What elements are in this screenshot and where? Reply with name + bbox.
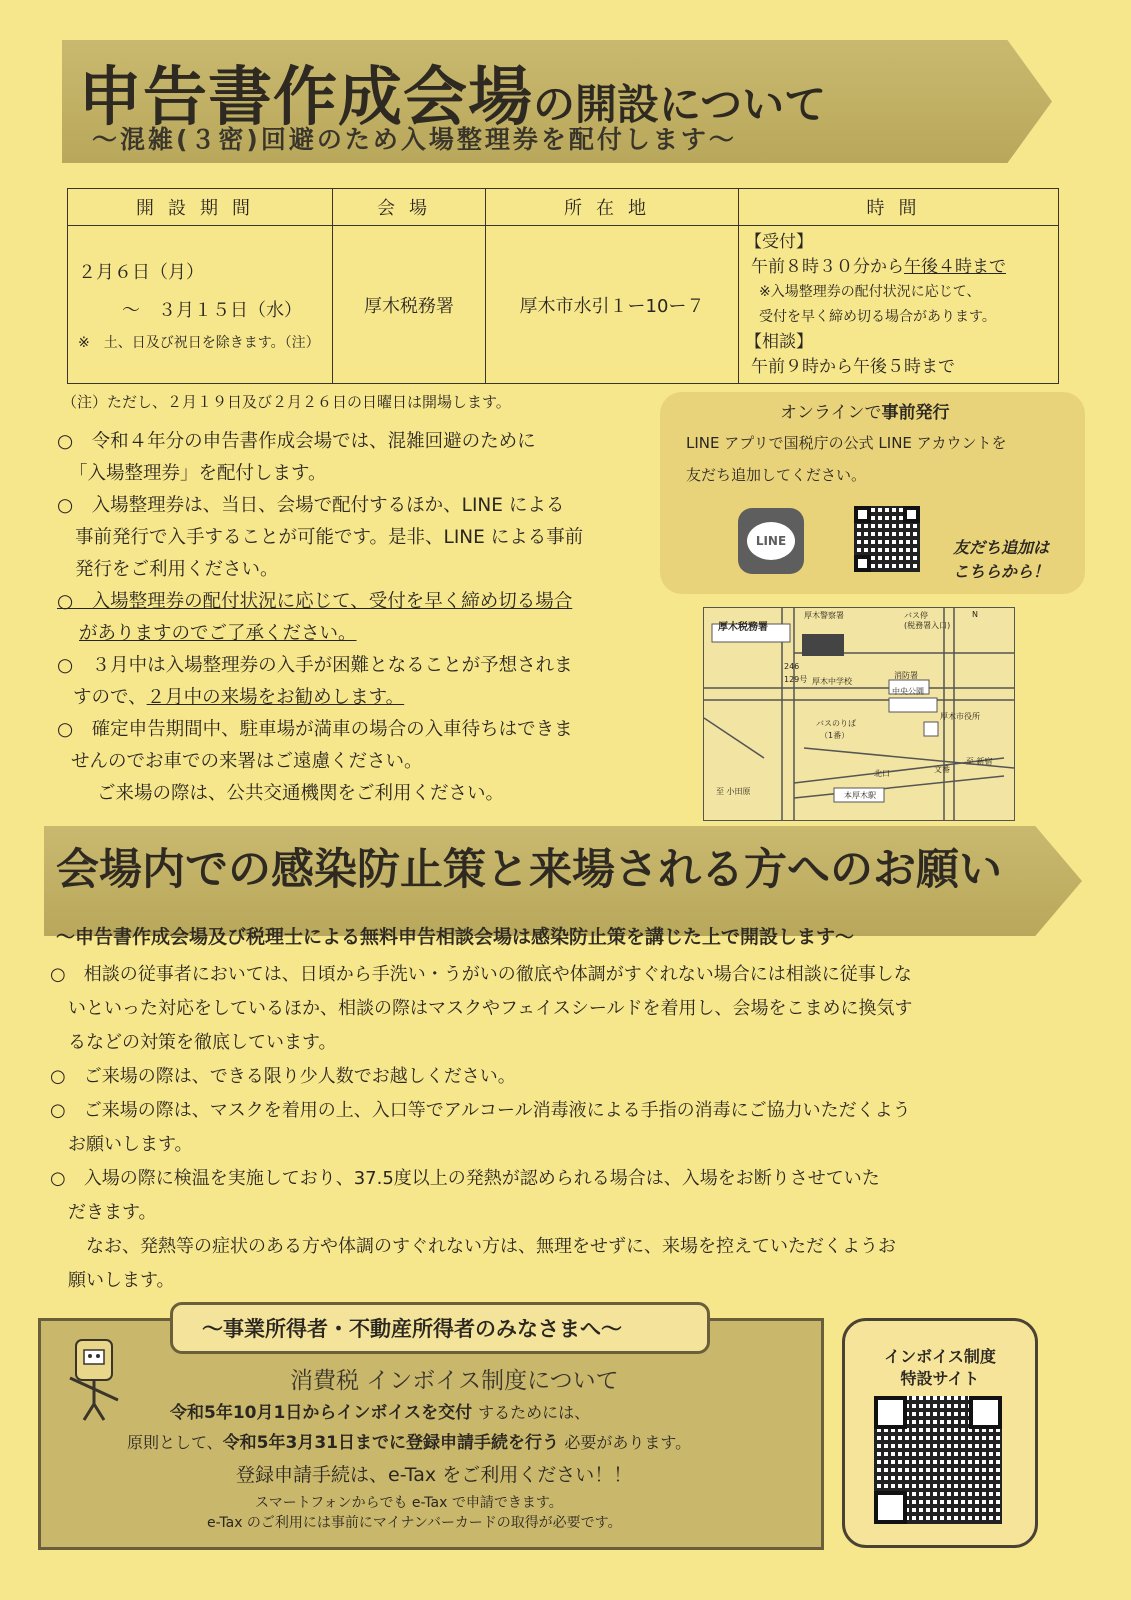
infection-title: 会場内での感染防止策と来場される方へのお願い	[56, 845, 1002, 895]
mascot-icon	[58, 1334, 138, 1424]
bullet-3-line-1: ○ 入場整理券の配付状況に応じて、受付を早く締め切る場合	[57, 591, 573, 612]
line-cta	[953, 536, 1049, 584]
line-box-text-1: LINE アプリで国税庁の公式 LINE アカウントを	[686, 434, 1007, 452]
bullet-4-line-1: ○ ３月中は入場整理券の入手が困難となることが予想されま	[57, 655, 573, 676]
invoice-line-5: e-Tax のご利用には事前にマイナンバーカードの取得が必要です。	[207, 1515, 622, 1531]
invoice-line-1b: するためには、	[478, 1403, 591, 1422]
venue-cell: 厚木税務署	[333, 226, 486, 384]
invoice-header: 〜事業所得者・不動産所得者のみなさまへ〜	[202, 1317, 622, 1341]
line-logo-bubble	[747, 522, 795, 560]
bullet-1	[57, 426, 536, 490]
period-end: 〜 ３月１５日（水）	[122, 299, 302, 321]
reception-end: 午後４時まで	[904, 256, 1006, 277]
map-label-to-shinjuku: 至 新宿	[966, 757, 993, 766]
infection-subtitle: 〜申告書作成会場及び税理士による無料申告相談会場は感染防止策を講じた上で開設します〜	[56, 926, 855, 948]
header-address: 所在地	[486, 189, 739, 226]
reception-note-1: ※入場整理券の配付状況に応じて、	[759, 283, 981, 300]
reception-note-2: 受付を早く締め切る場合があります。	[759, 308, 996, 325]
infection-bullets	[50, 958, 913, 1298]
special-site-title-2: 特設サイト	[900, 1369, 980, 1388]
schedule-note: （注）ただし、２月１９日及び２月２６日の日曜日は開場します。	[62, 393, 511, 411]
header-time: 時間	[739, 189, 1059, 226]
line-logo-text: LINE	[755, 534, 787, 548]
line-box-text-2: 友だち追加してください。	[686, 466, 867, 484]
tax-office-building	[802, 634, 844, 656]
invoice-line-2c: 必要があります。	[564, 1433, 692, 1452]
infection-line-3: るなどの対策を徹底しています。	[50, 1032, 337, 1053]
invoice-line-3: 登録申請手続は、e-Tax をご利用ください！！	[236, 1464, 633, 1486]
bullet-3	[57, 586, 572, 650]
line-box-title-b: 事前発行	[881, 403, 950, 423]
header-venue: 会場	[333, 189, 486, 226]
line-box-title	[780, 398, 950, 423]
special-site-title-1: インボイス制度	[884, 1347, 996, 1366]
map-label-station: 本厚木駅	[844, 791, 876, 800]
title-large: 申告書作成会場	[78, 61, 533, 135]
period-start: ２月６日（月）	[78, 261, 204, 283]
map-label-bus-terminal-no: （1番）	[820, 731, 850, 740]
invoice-line-1	[170, 1398, 590, 1423]
bullet-2	[57, 490, 583, 586]
map-label-route-246: 246	[784, 662, 800, 671]
invoice-line-2a: 原則として、	[127, 1433, 223, 1452]
bullet-2-line-2: 事前発行で入手することが可能です。是非、LINE による事前	[75, 527, 584, 548]
table-header-row	[68, 189, 1059, 226]
special-site-qr-code[interactable]	[874, 1396, 1002, 1524]
bullet-4-line-2	[57, 682, 573, 714]
map-label-bus-stop-name: (税務署入口)	[904, 621, 951, 630]
infection-line-4: ○ ご来場の際は、できる限り少人数でお越しください。	[50, 1066, 516, 1087]
bullet-4-line-2a: すので、	[73, 687, 147, 708]
bullet-1-line-2: 「入場整理券」を配付します。	[69, 463, 327, 484]
access-map	[703, 607, 1015, 821]
infection-line-9: なお、発熱等の症状のある方や体調のすぐれない方は、無理をせずに、来場を控えていただくようお	[50, 1236, 896, 1257]
bullet-4	[57, 650, 573, 714]
line-cta-1: 友だち追加は	[953, 538, 1050, 557]
bullet-5-line-1: ○ 確定申告期間中、駐車場が満車の場合の入車待ちはできま	[57, 719, 573, 740]
time-cell	[739, 226, 1059, 384]
map-label-route-129: 129号	[784, 675, 808, 684]
map-label-city-hall: 厚木市役所	[940, 712, 980, 721]
table-row	[68, 226, 1059, 384]
bullet-5	[57, 714, 573, 810]
bullet-5-line-2: せんのでお車での来署はご遠慮ください。	[71, 751, 423, 772]
bullet-5-line-3: ご来場の際は、公共交通機関をご利用ください。	[97, 783, 505, 804]
page-subtitle: 〜混雑(３密)回避のため入場整理券を配付します〜	[92, 125, 737, 154]
bullet-2-line-3: 発行をご利用ください。	[75, 559, 279, 580]
map-label-north: N	[972, 610, 978, 619]
invoice-line-2b: 令和5年3月31日までに登録申請手続を行う	[222, 1433, 560, 1453]
line-qr-code[interactable]	[854, 506, 920, 572]
infection-line-5: ○ ご来場の際は、マスクを着用の上、入口等でアルコール消毒液による手指の消毒にご協力いただくよう	[50, 1100, 911, 1121]
map-label-central-park: 中央公園	[892, 687, 924, 696]
infection-line-10: 願いします。	[50, 1270, 175, 1291]
map-label-bus-terminal: バスのりば	[816, 719, 856, 728]
infection-line-6: お願いします。	[50, 1134, 193, 1155]
period-cell	[68, 226, 333, 384]
map-label-bus-stop: バス停	[904, 611, 928, 620]
invoice-line-1a: 令和5年10月1日からインボイスを交付	[170, 1403, 473, 1423]
address-cell: 厚木市水引１ー10ー７	[486, 226, 739, 384]
header-period: 開設期間	[68, 189, 333, 226]
reception-hours	[745, 255, 1057, 280]
line-cta-2: こちらから！	[953, 562, 1050, 581]
reception-start: 午前８時３０分から	[751, 256, 904, 277]
line-box-title-a: オンラインで	[780, 403, 882, 423]
bullet-2-line-1: ○ 入場整理券は、当日、会場で配付するほか、LINE による	[57, 495, 565, 516]
invoice-line-2	[127, 1428, 691, 1453]
title-small: の開設について	[533, 80, 827, 129]
invoice-line-4: スマートフォンからでも e-Tax で申請できます。	[255, 1495, 563, 1511]
map-label-tax-office: 厚木税務署	[718, 622, 768, 633]
invoice-title: 消費税 インボイス制度について	[290, 1368, 619, 1394]
reception-label: 【受付】	[745, 231, 813, 252]
bullet-4-line-2b: ２月中の来場をお勧めします。	[146, 687, 405, 708]
infection-line-1: ○ 相談の従事者においては、日頃から手洗い・うがいの徹底や体調がすぐれない場合には相談に従事しな	[50, 964, 912, 985]
infection-line-8: だきます。	[50, 1202, 157, 1223]
schedule-table	[67, 188, 1059, 384]
consult-hours: 午前９時から午後５時まで	[751, 356, 955, 377]
map-label-to-odawara: 至 小田原	[716, 787, 751, 796]
period-note: ※ 土、日及び祝日を除きます。（注）	[78, 334, 320, 351]
special-site-title	[842, 1346, 1038, 1390]
line-app-icon[interactable]	[738, 508, 804, 574]
map-label-north-exit: 北口	[874, 769, 890, 778]
infection-line-2: いといった対応をしているほか、相談の際はマスクやフェイスシールドを着用し、会場をこまめに換気す	[50, 998, 913, 1019]
map-label-bunban: 文番	[934, 765, 950, 774]
map-label-police: 厚木警察署	[804, 611, 844, 620]
consult-label: 【相談】	[745, 331, 813, 352]
map-label-fire-station: 消防署	[894, 671, 918, 680]
bullet-3-line-2: がありますのでご了承ください。	[79, 623, 357, 644]
bullet-1-line-1: ○ 令和４年分の申告書作成会場では、混雑回避のために	[57, 431, 536, 452]
map-label-school: 厚木中学校	[812, 677, 852, 686]
infection-line-7: ○ 入場の際に検温を実施しており、37.5度以上の発熱が認められる場合は、入場をお断りさせていた	[50, 1168, 880, 1189]
